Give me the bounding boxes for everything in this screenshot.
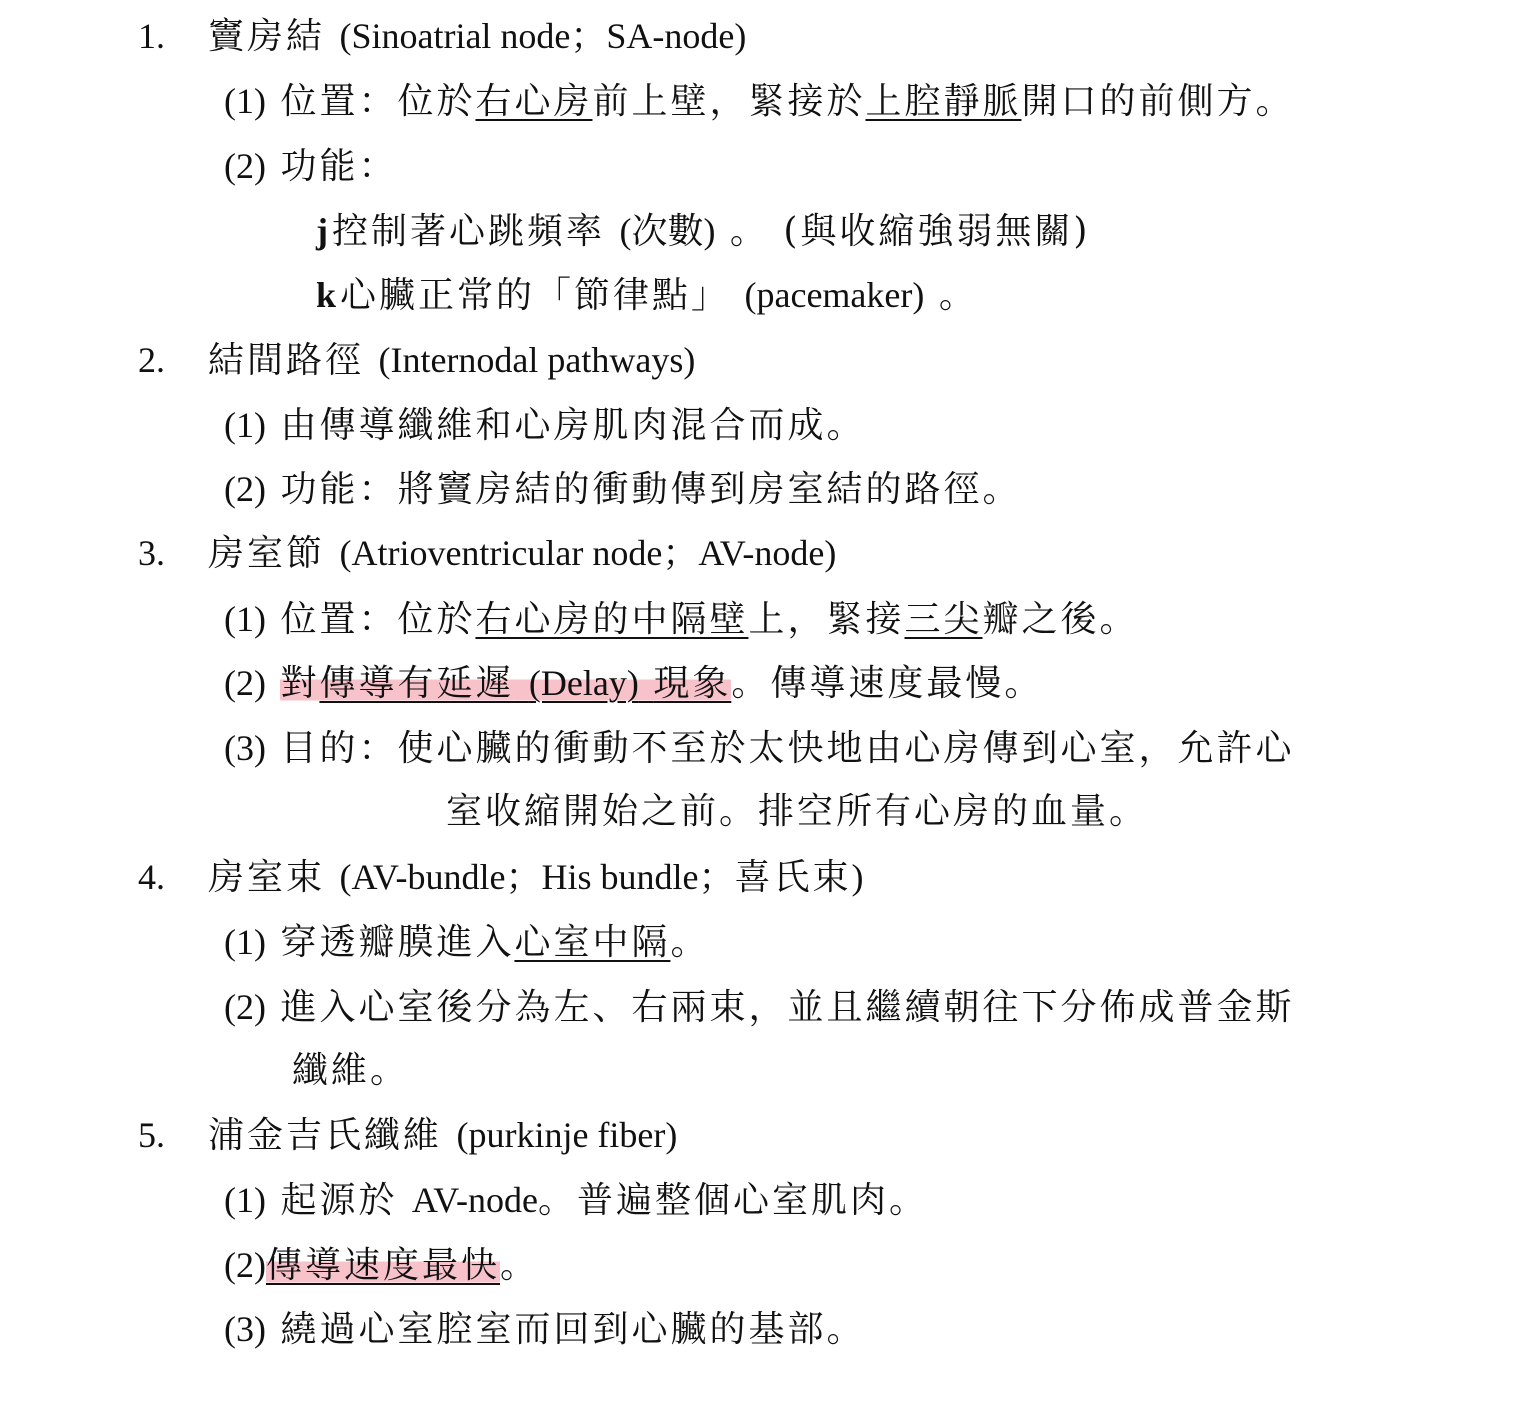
item-text: 前上壁，緊接於	[592, 81, 866, 122]
bullet-en: (pacemaker)	[744, 275, 925, 315]
item-label: (1)	[224, 81, 266, 121]
item-label: (1)	[224, 405, 266, 445]
section-title: 竇房結	[208, 16, 326, 57]
item-label: (2)	[224, 987, 266, 1027]
item-text: 目的：使心臟的衝動不至於太快地由心房傳到心室，允許心	[280, 728, 1295, 769]
item-label: (1)	[224, 599, 266, 639]
section-title: 房室束	[208, 857, 326, 898]
bullet-text: 控制著心跳頻率	[332, 211, 606, 252]
highlight-text: 對	[280, 663, 320, 704]
section-2-heading	[138, 338, 695, 386]
item-text: 上，緊接	[748, 599, 905, 640]
item-text: 繞過心室腔室而回到心臟的基部。	[280, 1309, 866, 1350]
section-title-en: (Internodal pathways)	[378, 340, 696, 380]
item-text: 。傳導速度最慢。	[731, 663, 1044, 704]
item-label: (2)	[224, 469, 266, 509]
item-text: 位置：位於	[280, 599, 476, 640]
item-text: 室收縮開始之前。排空所有心房的血量。	[446, 791, 1149, 832]
item-label: (1)	[224, 1180, 266, 1220]
s1-bullet-2	[316, 273, 978, 321]
section-title-zh: 喜氏束	[734, 857, 852, 898]
s1-item-2	[224, 144, 397, 192]
section-number: 5.	[138, 1115, 165, 1155]
section-title-en: (AV-bundle；His bundle；	[339, 857, 735, 897]
bullet-tail: 。	[729, 211, 769, 252]
highlight-text: 現象	[653, 663, 732, 704]
underlined-term: 上腔靜脈	[865, 81, 1022, 122]
s2-item-2	[224, 467, 1021, 515]
section-3-heading	[138, 531, 836, 579]
item-label: (3)	[224, 1309, 266, 1349]
section-title: 浦金吉氏纖維	[208, 1115, 443, 1156]
underlined-term: 右心房	[475, 81, 593, 122]
item-text: 穿透瓣膜進入	[280, 922, 515, 963]
s3-item-1	[224, 597, 1139, 645]
s3-item-3-continued	[446, 790, 1148, 838]
section-title-en: (Atrioventricular node；AV-node)	[339, 533, 837, 573]
highlight-en: (Delay)	[528, 663, 639, 703]
s4-item-2	[224, 985, 1294, 1033]
item-label: (2)	[224, 1245, 266, 1285]
bullet-paren: (次數)	[619, 211, 716, 251]
item-label: (2)	[224, 663, 266, 703]
item-text: 。	[670, 922, 710, 963]
item-en: AV-node	[411, 1180, 538, 1220]
item-text: 由傳導纖維和心房肌肉混合而成。	[280, 405, 866, 446]
section-title-close: )	[851, 857, 864, 897]
underlined-term: 心室中隔	[514, 922, 671, 963]
bullet-tail: 。	[938, 275, 978, 316]
highlighted-phrase: 傳導速度最快	[265, 1245, 500, 1286]
item-text: 功能：將竇房結的衝動傳到房室結的路徑。	[280, 469, 1022, 510]
section-title-en: (Sinoatrial node；SA-node)	[339, 16, 747, 56]
bullet-text: 心臟正常的「節律點」	[340, 275, 731, 316]
s4-item-1	[224, 920, 709, 968]
section-number: 2.	[138, 340, 165, 380]
s5-item-1	[224, 1178, 928, 1226]
item-text: 瓣之後。	[982, 599, 1139, 640]
section-title: 結間路徑	[208, 340, 365, 381]
item-text: 功能：	[280, 146, 398, 187]
item-text: 進入心室後分為左、右兩束，並且繼續朝往下分佈成普金斯	[280, 987, 1295, 1028]
item-text: 纖維。	[292, 1050, 410, 1091]
bullet-note: (與收縮強弱無關)	[783, 211, 1091, 252]
section-5-heading	[138, 1113, 677, 1161]
item-label: (2)	[224, 146, 266, 186]
section-number: 4.	[138, 857, 165, 897]
item-label: (3)	[224, 728, 266, 768]
highlighted-phrase	[280, 663, 731, 704]
item-text: 位置：位於	[280, 81, 476, 122]
bullet-mark: k	[316, 275, 337, 315]
item-text: 起源於	[280, 1180, 398, 1221]
section-number: 1.	[138, 16, 165, 56]
section-1-heading	[138, 14, 746, 62]
section-4-heading	[138, 855, 863, 903]
s1-bullet-1	[316, 209, 1090, 257]
s5-item-2	[224, 1243, 539, 1291]
item-text: 。	[500, 1245, 540, 1286]
section-title-en: (purkinje fiber)	[456, 1115, 678, 1155]
section-number: 3.	[138, 533, 165, 573]
s3-item-2	[224, 661, 1043, 709]
bullet-mark: j	[316, 211, 328, 251]
item-label: (1)	[224, 922, 266, 962]
item-text: 開口的前側方。	[1021, 81, 1295, 122]
s1-item-1	[224, 79, 1295, 127]
highlight-text: 傳導有延遲	[319, 663, 515, 704]
underlined-term: 右心房的中隔壁	[475, 599, 749, 640]
s3-item-3	[224, 726, 1294, 774]
section-title: 房室節	[208, 533, 326, 574]
s2-item-1	[224, 403, 865, 451]
underlined-term: 三尖	[904, 599, 983, 640]
s5-item-3	[224, 1307, 865, 1355]
underlined-term	[319, 663, 731, 704]
s4-item-2-continued	[292, 1049, 409, 1097]
item-text: 。普遍整個心室肌肉。	[537, 1180, 928, 1221]
